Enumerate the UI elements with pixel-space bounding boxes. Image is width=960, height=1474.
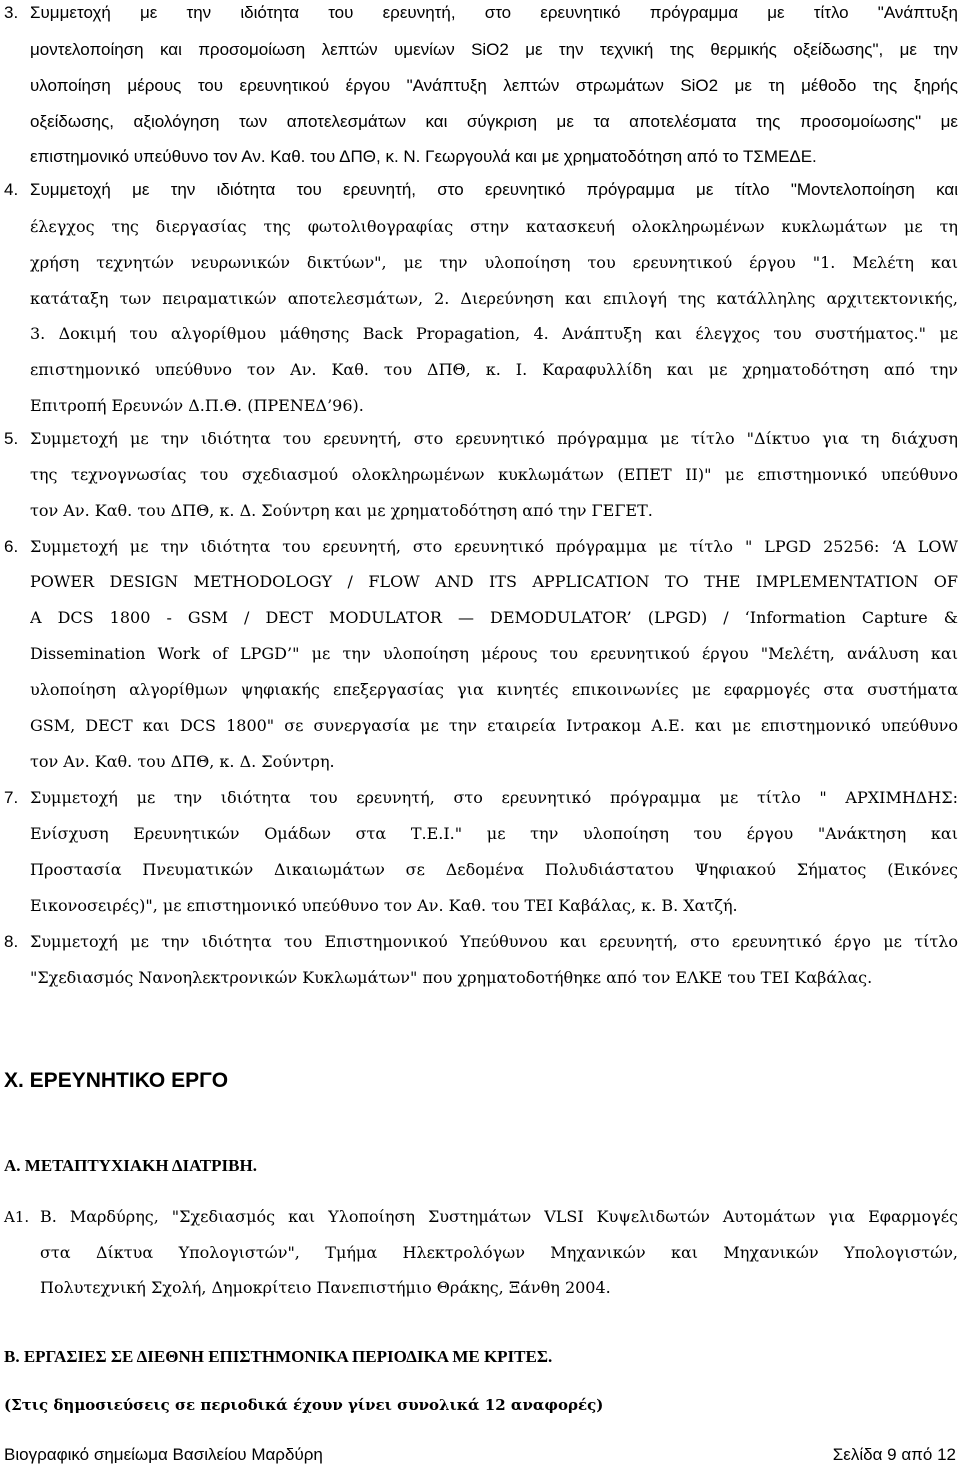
- item-line: Προστασία Πνευματικών Δικαιωμάτων σε Δεδομένα Πολυδιάστατου Ψηφιακού Σήματος (Εικόνες: [30, 860, 958, 879]
- item-line: κατάταξη των πειραματικών αποτελεσμάτων, 2. Διερεύνηση και επιλογή της κατάλληλης αρχιτεκτονικής,: [30, 289, 958, 308]
- item-line: Συμμετοχή με την ιδιότητα του ερευνητή, στο ερευνητικό πρόγραμμα με τίτλο "Δίκτυο για τη διάχυση: [30, 429, 958, 448]
- item-number: 8.: [4, 932, 19, 951]
- section-title: X. ΕΡΕΥΝΗΤΙΚΟ ΕΡΓΟ: [4, 1069, 229, 1092]
- item-line: μοντελοποίηση και προσομοίωση λεπτών υμενίων SiO2 με την τεχνική της θερμικής οξείδωσης", με την: [30, 40, 958, 59]
- item-line: υλοποίηση μέρους του ερευνητικού έργου "Ανάπτυξη λεπτών στρωμάτων SiO2 με τη μέθοδο της ξηρής: [30, 76, 958, 95]
- item-line: τον Αν. Καθ. του ΔΠΘ, κ. Δ. Σούντρη.: [30, 752, 335, 771]
- item-line: επιστημονικό υπεύθυνο τον Αν. Καθ. του ΔΠΘ, κ. Ι. Καραφυλλίδη και με χρηματοδότηση από την: [30, 360, 958, 379]
- item-line: "Σχεδιασμός Νανοηλεκτρονικών Κυκλωμάτων" που χρηματοδοτήθηκε από τον ΕΛΚΕ του ΤΕΙ Καβάλας.: [30, 968, 873, 987]
- item-line: Επιτροπή Ερευνών Δ.Π.Θ. (ΠΡΕΝΕΔ’96).: [30, 396, 364, 415]
- item-line: τον Αν. Καθ. του ΔΠΘ, κ. Δ. Σούντρη και με χρηματοδότηση από την ΓΕΓΕΤ.: [30, 501, 653, 520]
- entry-line: στα Δίκτυα Υπολογιστών", Τμήμα Ηλεκτρολόγων Μηχανικών και Μηχανικών Υπολογιστών,: [40, 1243, 958, 1262]
- item-number: 4.: [4, 180, 19, 199]
- item-line: POWER DESIGN METHODOLOGY / FLOW AND ITS APPLICATION TO THE IMPLEMENTATION OF: [30, 572, 958, 591]
- item-number: 5.: [4, 429, 19, 448]
- item-line: Dissemination Work of LPGD’" με την υλοποίηση μέρους του ερευνητικού έργου "Μελέτη, ανάλυση και: [30, 644, 958, 663]
- item-number: 3.: [4, 3, 19, 22]
- item-line: Συμμετοχή με την ιδιότητα του ερευνητή, στο ερευνητικό πρόγραμμα με τίτλο "Μοντελοποίηση και: [30, 180, 958, 199]
- item-line: Ενίσχυση Ερευνητικών Ομάδων στα Τ.Ε.Ι." με την υλοποίηση του έργου "Ανάκτηση και: [30, 824, 958, 843]
- footer-author: Βιογραφικό σημείωμα Βασιλείου Μαρδύρη: [4, 1445, 323, 1464]
- item-line: GSM, DECT και DCS 1800" σε συνεργασία με την εταιρεία Ιντρακομ Α.Ε. και με επιστημονικό υπεύθυνο: [30, 716, 958, 735]
- item-line: A DCS 1800 - GSM / DECT MODULATOR — DEMODULATOR’ (LPGD) / ‘Information Capture &: [30, 608, 958, 627]
- item-line: 3. Δοκιμή του αλγορίθμου μάθησης Back Propagation, 4. Ανάπτυξη και έλεγχος του συστήματος." με: [30, 324, 958, 343]
- item-number: 7.: [4, 788, 19, 807]
- item-line: Συμμετοχή με την ιδιότητα του ερευνητή, στο ερευνητικό πρόγραμμα με τίτλο "Ανάπτυξη: [30, 3, 958, 22]
- item-line: Συμμετοχή με την ιδιότητα του ερευνητή, στο ερευνητικό πρόγραμμα με τίτλο " LPGD 25256: ‘A LOW: [30, 537, 958, 556]
- item-line: οξείδωσης, αξιολόγηση των αποτελεσμάτων και σύγκριση με τα αποτελέσματα της προσομοίωσης" με: [30, 112, 958, 131]
- item-line: Εικονοσειρές)", με επιστημονικό υπεύθυνο τον Αν. Καθ. του ΤΕΙ Καβάλας, κ. Β. Χατζή.: [30, 896, 738, 915]
- item-line: υλοποίηση αλγορίθμων ψηφιακής επεξεργασίας για κινητές επικοινωνίες με εφαρμογές στα συστήματα: [30, 680, 958, 699]
- item-number: 6.: [4, 537, 19, 556]
- subsection-a-heading: Α. ΜΕΤΑΠΤΥΧΙΑΚΗ ΔΙΑΤΡΙΒΗ.: [4, 1156, 257, 1175]
- citations-note: (Στις δημοσιεύσεις σε περιοδικά έχουν γίνει συνολικά 12 αναφορές): [4, 1396, 604, 1414]
- entry-label: Α1.: [4, 1208, 30, 1226]
- item-line: επιστημονικό υπεύθυνο τον Αν. Καθ. του ΔΠΘ, κ. Ν. Γεωργουλά και με χρηματοδότηση από το ΤΣΜΕΔΕ.: [30, 147, 817, 166]
- item-line: χρήση τεχνητών νευρωνικών δικτύων", με την υλοποίηση του ερευνητικού έργου "1. Μελέτη και: [30, 253, 958, 272]
- entry-line: Β. Μαρδύρης, "Σχεδιασμός και Υλοποίηση Συστημάτων VLSI Κυψελιδωτών Αυτομάτων για Εφαρμογές: [40, 1207, 958, 1226]
- item-line: Συμμετοχή με την ιδιότητα του Επιστημονικού Υπεύθυνου και ερευνητή, στο ερευνητικό έργο με τίτλο: [30, 932, 958, 951]
- item-line: Συμμετοχή με την ιδιότητα του ερευνητή, στο ερευνητικό πρόγραμμα με τίτλο " ΑΡΧΙΜΗΔΗΣ:: [30, 788, 958, 807]
- item-line: έλεγχος της διεργασίας της φωτολιθογραφίας στην κατασκευή ολοκληρωμένων κυκλωμάτων με τη: [30, 217, 958, 236]
- subsection-b-heading: Β. ΕΡΓΑΣΙΕΣ ΣΕ ΔΙΕΘΝΗ ΕΠΙΣΤΗΜΟΝΙΚΑ ΠΕΡΙΟΔΙΚΑ ΜΕ ΚΡΙΤΕΣ.: [4, 1347, 553, 1366]
- item-line: της τεχνογνωσίας του σχεδιασμού ολοκληρωμένων κυκλωμάτων (ΕΠΕΤ ΙΙ)" με επιστημονικό υπεύθυνο: [30, 465, 958, 484]
- footer-page-number: Σελίδα 9 από 12: [832, 1445, 956, 1464]
- entry-line: Πολυτεχνική Σχολή, Δημοκρίτειο Πανεπιστήμιο Θράκης, Ξάνθη 2004.: [40, 1278, 611, 1297]
